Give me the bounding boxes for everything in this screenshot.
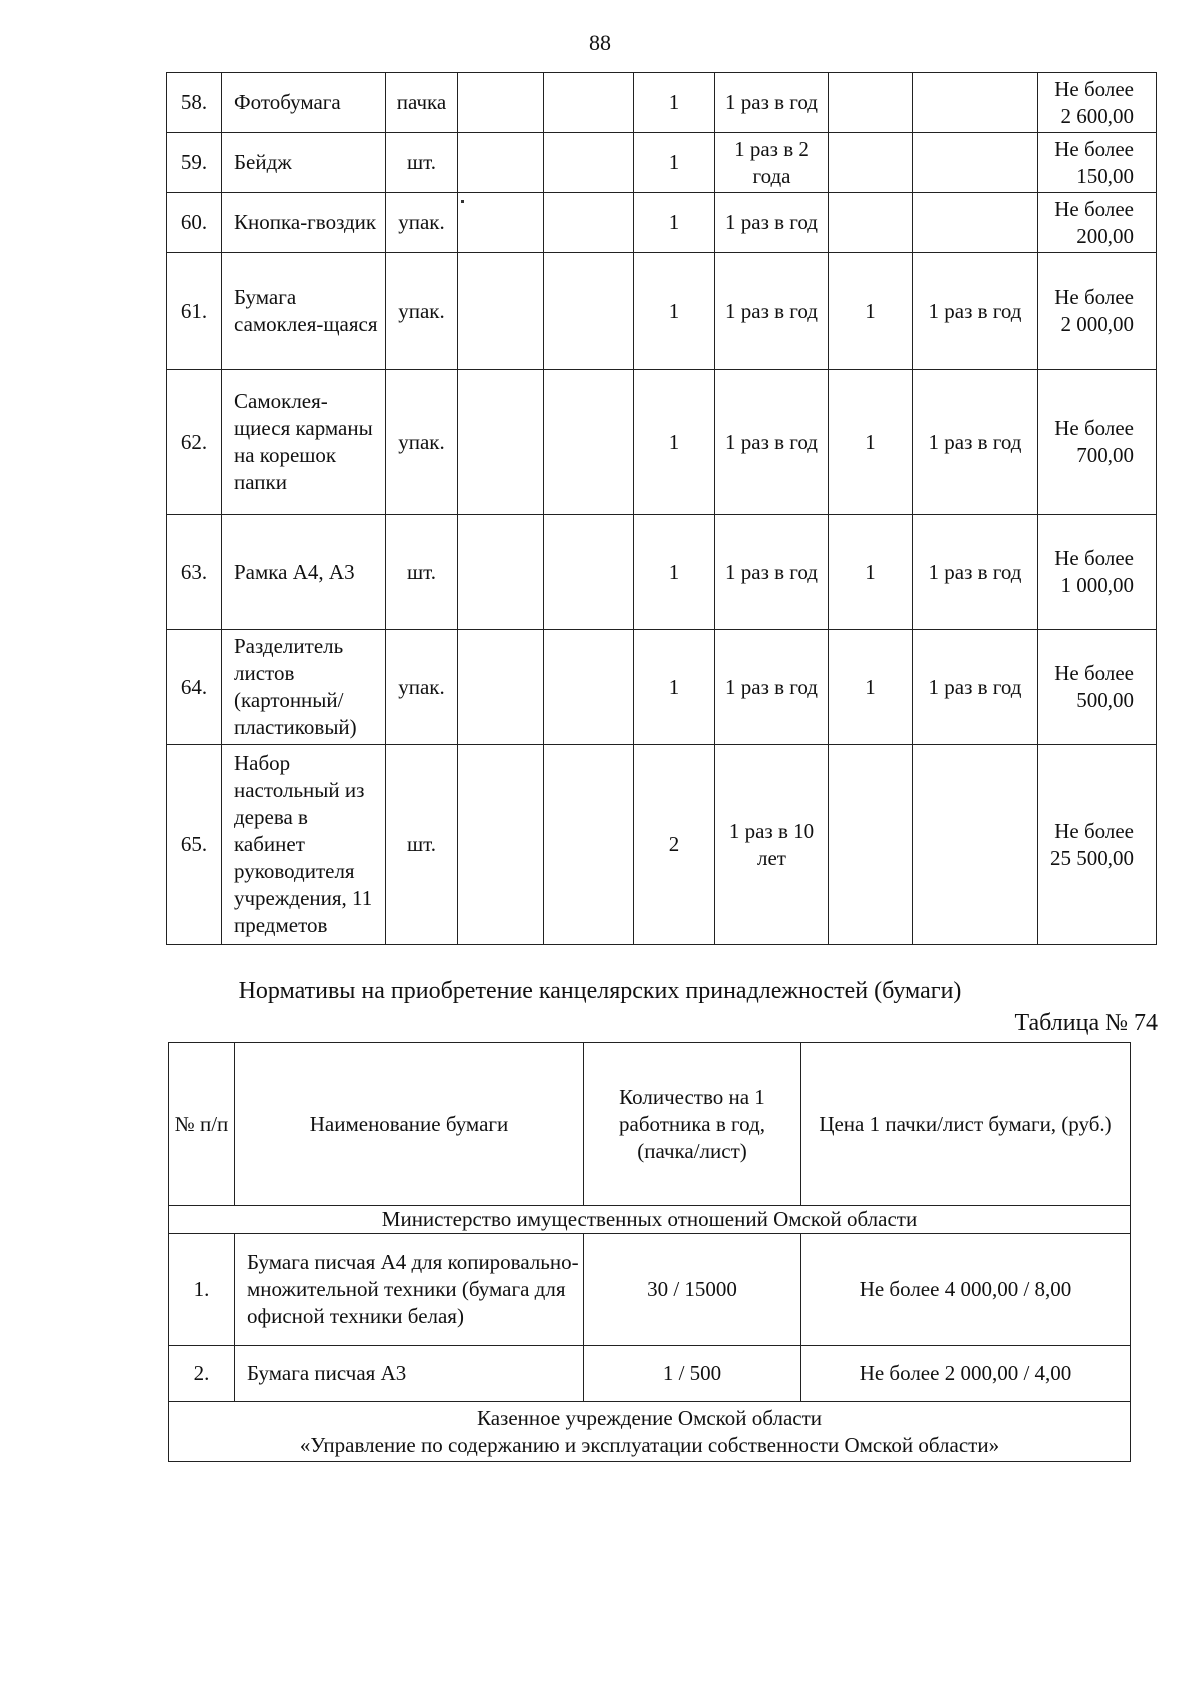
- row-q1: 1: [634, 193, 715, 253]
- empty-cell: [544, 515, 634, 630]
- row-name: Бумага писчая А4 для копировально-множительной техники (бумага для офисной техники белая): [235, 1234, 584, 1346]
- row-price: Не более 2 000,00 / 4,00: [801, 1346, 1131, 1402]
- header-row: [169, 1043, 1131, 1206]
- row-q2: [829, 73, 913, 133]
- row-f1: 1 раз в год: [715, 193, 829, 253]
- row-f1: 1 раз в год: [715, 73, 829, 133]
- row-q1: 1: [634, 370, 715, 515]
- row-q1: 1: [634, 73, 715, 133]
- row-f2: 1 раз в год: [913, 515, 1038, 630]
- row-price: Не более 200,00: [1038, 193, 1157, 253]
- empty-cell: [458, 253, 544, 370]
- row-f2: [913, 73, 1038, 133]
- row-num: 59.: [167, 133, 222, 193]
- row-unit: шт.: [386, 745, 458, 945]
- row-name: Самоклея-щиеся карманы на корешок папки: [222, 370, 386, 515]
- row-unit: упак.: [386, 193, 458, 253]
- empty-cell: [458, 370, 544, 515]
- row-price: Не более 2 600,00: [1038, 73, 1157, 133]
- table-label: Таблица № 74: [1014, 1010, 1158, 1036]
- row-qty: 1 / 500: [584, 1346, 801, 1402]
- table-row: [169, 1346, 1131, 1402]
- row-f2: 1 раз в год: [913, 370, 1038, 515]
- row-f1: 1 раз в год: [715, 370, 829, 515]
- table-row: [167, 193, 1157, 253]
- row-q2: 1: [829, 253, 913, 370]
- group-row: [169, 1206, 1131, 1234]
- row-name: Разделитель листов (картонный/ пластиковый): [222, 630, 386, 745]
- table-row: [167, 630, 1157, 745]
- row-unit: упак.: [386, 370, 458, 515]
- header-name: Наименование бумаги: [235, 1043, 584, 1206]
- supplies-table: [166, 72, 1157, 945]
- group-ministry: Министерство имущественных отношений Омской области: [169, 1206, 1131, 1234]
- row-unit: пачка: [386, 73, 458, 133]
- row-q1: 1: [634, 515, 715, 630]
- row-num: 58.: [167, 73, 222, 133]
- table-row: [167, 73, 1157, 133]
- row-price: Не более 2 000,00: [1038, 253, 1157, 370]
- empty-cell: [458, 515, 544, 630]
- row-q1: 1: [634, 133, 715, 193]
- empty-cell: [544, 745, 634, 945]
- row-unit: упак.: [386, 253, 458, 370]
- empty-cell: [544, 133, 634, 193]
- header-price: Цена 1 пачки/лист бумаги, (руб.): [801, 1043, 1131, 1206]
- empty-cell: [544, 370, 634, 515]
- table-row: [167, 133, 1157, 193]
- empty-cell: [458, 73, 544, 133]
- row-f2: [913, 133, 1038, 193]
- empty-cell: [544, 73, 634, 133]
- page-number: 88: [589, 30, 611, 55]
- empty-cell: [458, 193, 544, 253]
- table-row: [167, 370, 1157, 515]
- row-name: Бумага самоклея-щаяся: [222, 253, 386, 370]
- row-q1: 1: [634, 253, 715, 370]
- table-row: [167, 515, 1157, 630]
- group-institution-line1: Казенное учреждение Омской области: [476, 1405, 822, 1430]
- row-q1: 2: [634, 745, 715, 945]
- row-unit: упак.: [386, 630, 458, 745]
- row-price: Не более 700,00: [1038, 370, 1157, 515]
- empty-cell: [544, 253, 634, 370]
- row-f1: 1 раз в год: [715, 515, 829, 630]
- table-row: [167, 745, 1157, 945]
- group-institution: [169, 1402, 1131, 1462]
- empty-cell: [458, 133, 544, 193]
- empty-cell: [544, 193, 634, 253]
- row-f1: 1 раз в год: [715, 253, 829, 370]
- row-q2: [829, 193, 913, 253]
- row-unit: шт.: [386, 515, 458, 630]
- empty-cell: [458, 630, 544, 745]
- row-q2: [829, 745, 913, 945]
- scan-speck: [461, 200, 464, 203]
- row-num: 65.: [167, 745, 222, 945]
- row-name: Фотобумага: [222, 73, 386, 133]
- empty-cell: [544, 630, 634, 745]
- section-title: Нормативы на приобретение канцелярских принадлежностей (бумаги): [238, 978, 962, 1004]
- row-name: Бейдж: [222, 133, 386, 193]
- row-num: 1.: [169, 1234, 235, 1346]
- row-price: Не более 4 000,00 / 8,00: [801, 1234, 1131, 1346]
- row-name: Рамка А4, А3: [222, 515, 386, 630]
- row-name: Бумага писчая А3: [235, 1346, 584, 1402]
- row-num: 63.: [167, 515, 222, 630]
- table-row: [169, 1234, 1131, 1346]
- row-num: 62.: [167, 370, 222, 515]
- paper-table: [168, 1042, 1131, 1462]
- header-qty: Количество на 1 работника в год, (пачка/лист): [584, 1043, 801, 1206]
- group-row: [169, 1402, 1131, 1462]
- row-q2: [829, 133, 913, 193]
- row-f2: 1 раз в год: [913, 253, 1038, 370]
- header-num: № п/п: [169, 1043, 235, 1206]
- row-num: 60.: [167, 193, 222, 253]
- row-f1: 1 раз в год: [715, 630, 829, 745]
- group-institution-line2: «Управление по содержанию и эксплуатации собственности Омской области»: [299, 1432, 1000, 1457]
- row-num: 61.: [167, 253, 222, 370]
- row-qty: 30 / 15000: [584, 1234, 801, 1346]
- row-f2: [913, 745, 1038, 945]
- row-name: Кнопка-гвоздик: [222, 193, 386, 253]
- row-price: Не более 150,00: [1038, 133, 1157, 193]
- row-f2: [913, 193, 1038, 253]
- row-q2: 1: [829, 515, 913, 630]
- row-price: Не более 1 000,00: [1038, 515, 1157, 630]
- row-f1: 1 раз в 2 года: [715, 133, 829, 193]
- row-unit: шт.: [386, 133, 458, 193]
- row-num: 2.: [169, 1346, 235, 1402]
- row-f2: 1 раз в год: [913, 630, 1038, 745]
- row-f1: 1 раз в 10 лет: [715, 745, 829, 945]
- row-price: Не более 500,00: [1038, 630, 1157, 745]
- empty-cell: [458, 745, 544, 945]
- row-name: Набор настольный из дерева в кабинет руководителя учреждения, 11 предметов: [222, 745, 386, 945]
- row-q2: 1: [829, 630, 913, 745]
- row-q1: 1: [634, 630, 715, 745]
- row-q2: 1: [829, 370, 913, 515]
- row-price: Не более 25 500,00: [1038, 745, 1157, 945]
- table-row: [167, 253, 1157, 370]
- row-num: 64.: [167, 630, 222, 745]
